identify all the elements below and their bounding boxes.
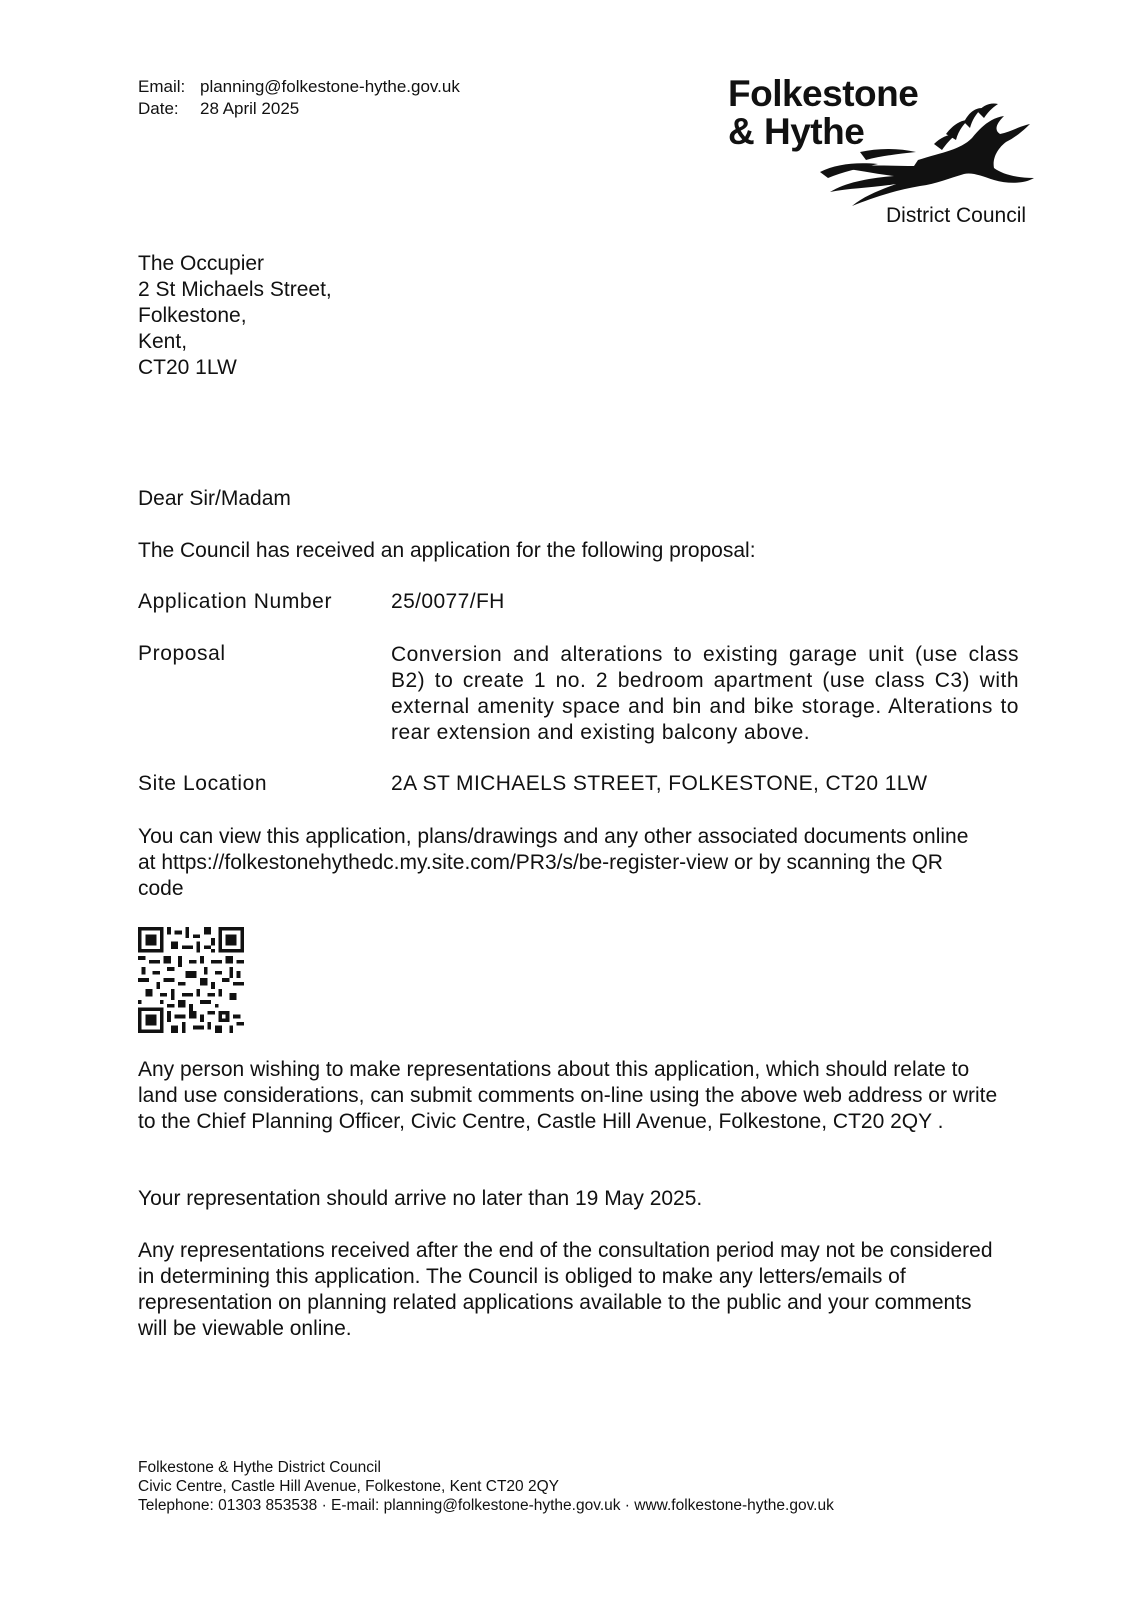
late-representations-paragraph: Any representations received after the end of the consultation period may not be considered in determining this application. The Council is obliged to make any letters/emails of representation on planning related applications available to the public and your comments will be viewable online. [138, 1239, 993, 1340]
address-line: CT20 1LW [138, 356, 237, 379]
footer [138, 1458, 834, 1515]
site-location: 2A ST MICHAELS STREET, FOLKESTONE, CT20 1LW [391, 772, 928, 795]
address-line: 2 St Michaels Street, [138, 278, 332, 301]
address-line: Kent, [138, 330, 188, 353]
proposal-label: Proposal [138, 642, 226, 665]
application-number: 25/0077/FH [391, 590, 505, 613]
horse-icon [768, 102, 1038, 212]
intro-paragraph: The Council has received an application for the following proposal: [138, 539, 756, 562]
date-value: 28 April 2025 [200, 99, 300, 118]
qr-code[interactable] [138, 927, 244, 1033]
logo-line-1: Folkestone [728, 73, 919, 114]
view-application-paragraph: You can view this application, plans/drawings and any other associated documents online at https://folkestonehythedc.my.site.com/PR3/s/be-register-view or by scanning the QR code [138, 825, 969, 900]
council-logo [728, 74, 1038, 234]
proposal-text: Conversion and alterations to existing garage unit (use class B2) to create 1 no. 2 bedroom apartment (use class C3) with external amenity space and bin and bike storage. Alterations to rear extension and existing balcony above. [391, 643, 1019, 744]
address-line: Folkestone, [138, 304, 247, 327]
email-value: planning@folkestone-hythe.gov.uk [200, 77, 460, 96]
deadline-paragraph: Your representation should arrive no later than 19 May 2025. [138, 1187, 703, 1210]
site-location-label: Site Location [138, 772, 268, 795]
logo-line-2: & Hythe [728, 111, 865, 152]
footer-line: Folkestone & Hythe District Council [138, 1459, 381, 1476]
recipient-address [138, 251, 332, 381]
footer-line: Telephone: 01303 853538 · E-mail: planning@folkestone-hythe.gov.uk · www.folkestone-hythe.gov.uk [138, 1497, 834, 1514]
salutation: Dear Sir/Madam [138, 487, 291, 510]
representations-paragraph: Any person wishing to make representations about this application, which should relate to land use considerations, can submit comments on-line using the above web address or write to the Chief Planning Officer, Civic Centre, Castle Hill Avenue, Folkestone, CT20 2QY . [138, 1058, 998, 1133]
sender-contact [138, 76, 460, 120]
application-number-label: Application Number [138, 590, 333, 613]
email-label: Email: [138, 77, 186, 96]
footer-line: Civic Centre, Castle Hill Avenue, Folkestone, Kent CT20 2QY [138, 1478, 559, 1495]
date-label: Date: [138, 99, 179, 118]
address-line: The Occupier [138, 252, 265, 275]
logo-subtitle: District Council [886, 204, 1027, 227]
